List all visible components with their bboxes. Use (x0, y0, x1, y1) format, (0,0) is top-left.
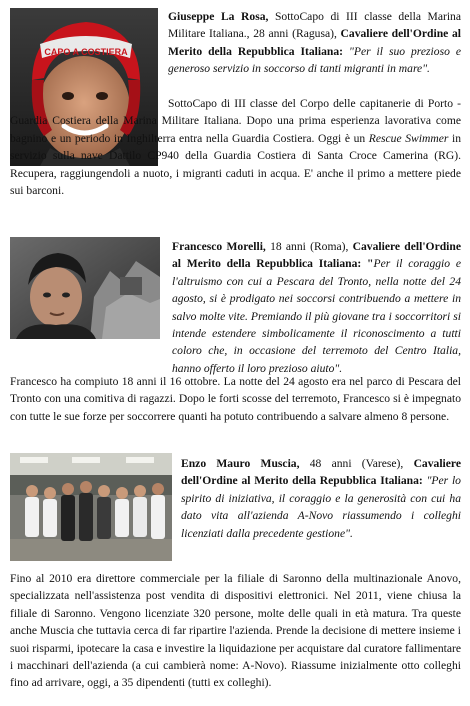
photo-enzo-mauro-muscia (10, 453, 172, 561)
helmet-text: CAPO A COSTIERA (44, 47, 128, 57)
intro-francesco-morelli: Francesco Morelli, 18 anni (Roma), Cavaliere dell'Ordine al Merito della Repubblica Italiana: "Per il coraggio e l'altruismo con cui a Pescara del Tronto, nella notte del 24 agosto, si è prodigato nei soccorsi contribuendo a mettere in salvo molte vite. Premiando il più giovane tra i soccorritori si intende estendere simbolicamente il riconoscimento a tutti coloro che, in occasione del terremoto del Centro Italia, hanno offerto il loro prezioso aiuto". (172, 240, 461, 375)
honor-giuseppe-la-rosa: Cavaliere dell'Ordine al Merito della Repubblica Italiana: (168, 27, 461, 58)
intro-enzo-mauro-muscia: Enzo Mauro Muscia, 48 anni (Varese), Cavaliere dell'Ordine al Merito della Repubblica Italiana: "Per lo spirito di iniziativa, il coraggio e la generosità con cui ha dato vita all'azienda A-Novo riassumendo i colleghi licenziati dalla precedente gestione". (181, 457, 461, 540)
name-giuseppe-la-rosa: Giuseppe La Rosa, (168, 10, 269, 23)
name-francesco-morelli: Francesco Morelli, (172, 240, 266, 253)
bio-giuseppe-la-rosa: SottoCapo di III classe del Corpo delle capitanerie di Porto - Guardia Costiera della Marina Militare Italiana. Dopo una prima esperienza lavorativa come bagnino e un periodo in Inghilterra entra nella Guardia Costiera. Oggi è un Rescue Swimmer in servizio sulla nave Dattilo CP940 della Guardia Costiera di Santa Croce Camerina (RG). Recupera, raggiungendoli a nuoto, i migranti caduti in acqua. E' anche il primo a mettere piede sui barconi. (10, 97, 461, 198)
quote-francesco-morelli: Per il coraggio e l'altruismo con cui a Pescara del Tronto, nella notte del 24 agosto, si è prodigato nei soccorsi contribuendo a mettere in salvo molte vite. Premiando il più giovane tra i soccorritori si intende estendere simbolicamente il riconoscimento a tutti coloro che, in occasione del terremoto del Centro Italia, hanno offerto il loro prezioso aiuto". (172, 257, 461, 375)
honor-francesco-morelli: Cavaliere dell'Ordine al Merito della Repubblica Italiana: " (172, 240, 461, 271)
quote-enzo-mauro-muscia: "Per lo spirito di iniziativa, il coraggio e la generosità con cui ha dato vita all'azienda A-Novo riassumendo i colleghi licenziati dalla precedente gestione". (181, 474, 461, 540)
bio-francesco-morelli: Francesco ha compiuto 18 anni il 16 ottobre. La notte del 24 agosto era nel parco di Pescara del Tronto con una comitiva di ragazzi. Dopo le forti scosse del terremoto, Francesco si è impegnato con tutte le sue forze per soccorrere quanti ha potuto contribuendo a salvare almeno 8 persone. (10, 375, 461, 423)
intro-giuseppe-la-rosa: Giuseppe La Rosa, SottoCapo di III classe della Marina Militare Italiana., 28 anni (Ragusa), Cavaliere dell'Ordine al Merito della Repubblica Italiana: "Per il suo prezioso e generoso servizio in soccorso di tanti migranti in mare". (168, 10, 461, 76)
quote-giuseppe-la-rosa: "Per il suo prezioso e generoso servizio in soccorso di tanti migranti in mare". (168, 44, 461, 76)
photo-francesco-morelli (10, 237, 160, 339)
honor-enzo-mauro-muscia: Cavaliere dell'Ordine al Merito della Repubblica Italiana: (181, 457, 461, 488)
name-enzo-mauro-muscia: Enzo Mauro Muscia, (181, 457, 300, 470)
bio-enzo-mauro-muscia: Fino al 2010 era direttore commerciale per la filiale di Saronno della multinazionale Anovo, specializzata nell'assistenza post vendita di dispositivi elettronici. Nel 2011, viene chiusa la filiale di Saronno. Vengono licenziate 320 persone, molte delle quali in età matura. Tra queste anche Muscia che tuttavia cerca di far ripartire l'azienda. Prende la decisione di mettere insieme i suoi risparmi, ipotecare la casa e investire la liquidazione per acquistare dal curatore fallimentare i macchinari dell'azienda (a cui cambierà nome: A-Novo). Riassume inizialmente otto colleghi fino ad arrivare, oggi, a 35 dipendenti (tutti ex colleghi). (10, 572, 461, 690)
